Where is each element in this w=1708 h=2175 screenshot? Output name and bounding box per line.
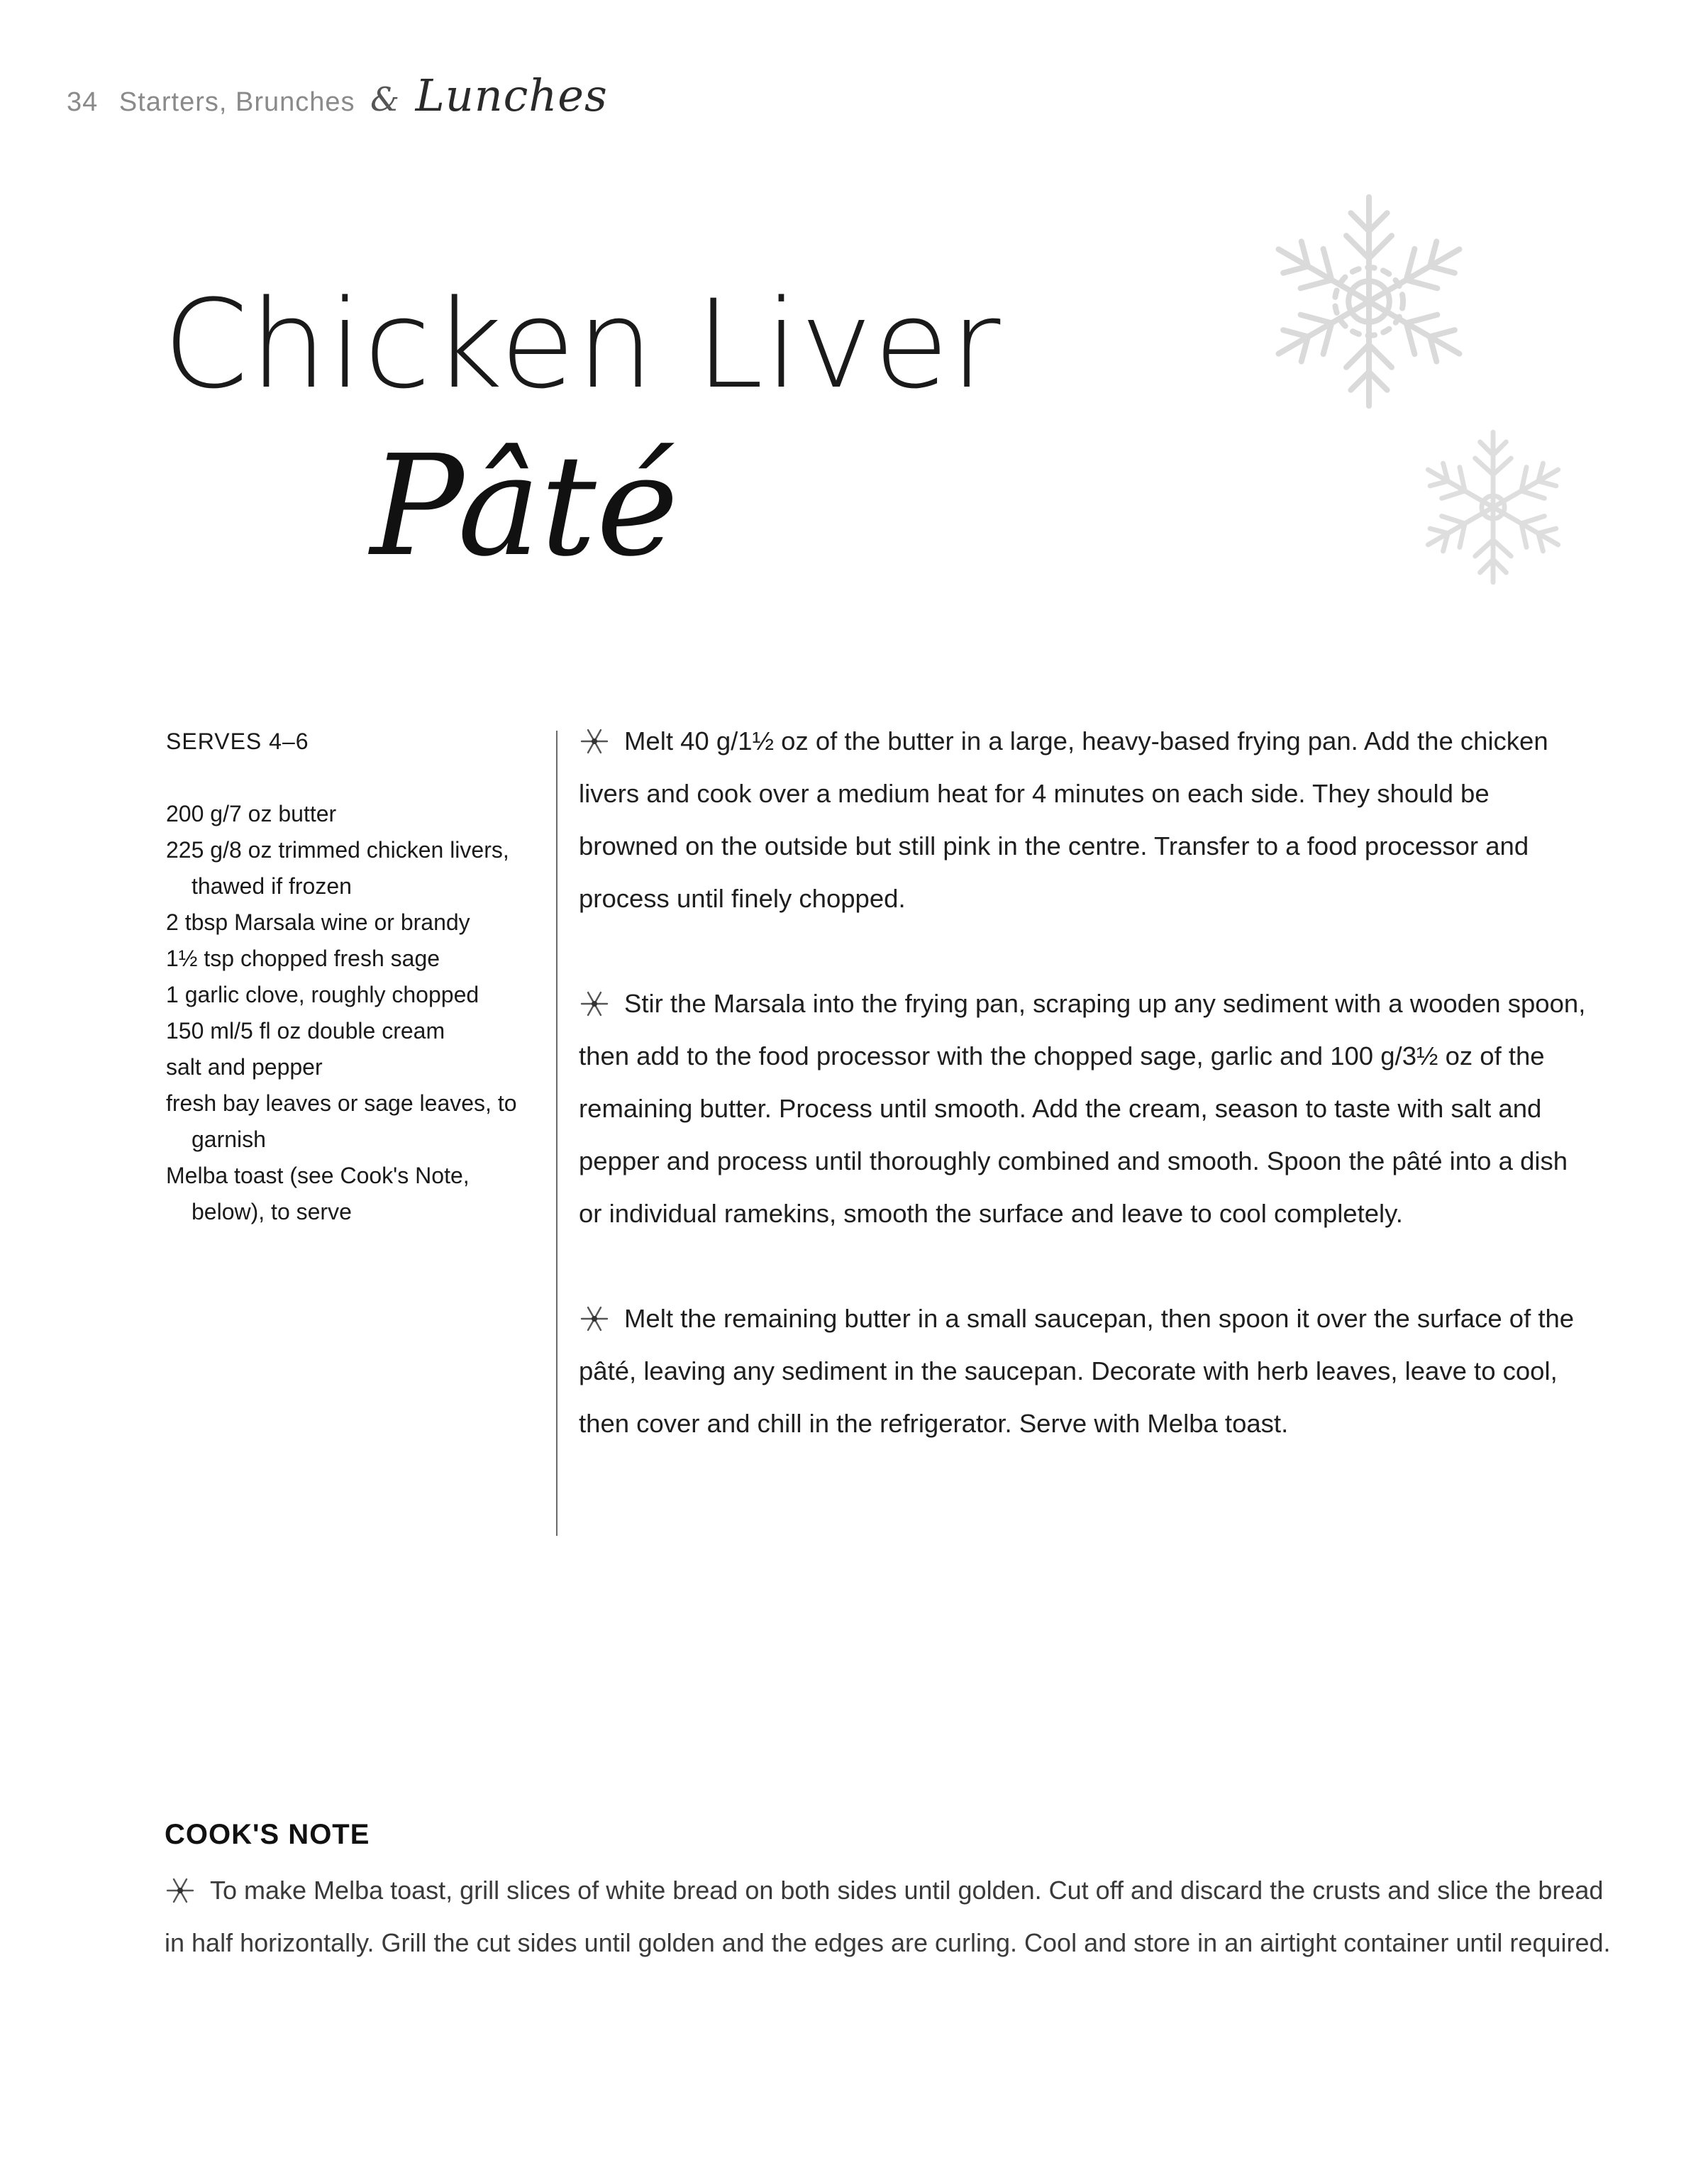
ingredient-item: 1½ tsp chopped fresh sage [166, 946, 440, 971]
method-step [579, 1293, 1586, 1450]
method-steps [579, 715, 1586, 1450]
method-step [579, 715, 1586, 925]
ingredient-item: Melba toast (see Cook's Note, below), to serve [166, 1163, 470, 1224]
ingredients-list [166, 724, 535, 1230]
method-step-text: Melt the remaining butter in a small saucepan, then spoon it over the surface of the pâté, leaving any sediment in the saucepan. Decorate with herb leaves, leave to cool, then cover and chill in the refrigerator. Serve with Melba toast. [579, 1304, 1575, 1438]
recipe-title-line1: Chicken Liver [163, 273, 1002, 416]
running-header [67, 70, 608, 121]
cooks-note-heading: COOK'S NOTE [165, 1819, 370, 1850]
ingredient-item: 2 tbsp Marsala wine or brandy [166, 909, 470, 935]
method-step-text: Melt 40 g/1½ oz of the butter in a large, heavy-based frying pan. Add the chicken livers and cook over a medium heat for 4 minutes on each side. They should be browned on the outside but still pink in the centre. Transfer to a food processor and process until finely chopped. [579, 726, 1548, 913]
cooks-note-body: To make Melba toast, grill slices of white bread on both sides until golden. Cut off and discard the crusts and slice the bread in half horizontally. Grill the cut sides until golden and the edges are curling. Cool and store in an airtight container until required. [165, 1876, 1611, 1957]
star-icon [165, 1876, 196, 1905]
ingredient-item: 150 ml/5 fl oz double cream [166, 1018, 445, 1044]
cooks-note-text [165, 1864, 1619, 1969]
snowflake-icon [1412, 426, 1575, 589]
ingredient-item: fresh bay leaves or sage leaves, to garnish [166, 1090, 517, 1152]
ingredient-item: salt and pepper [166, 1054, 323, 1080]
method-step-text: Stir the Marsala into the frying pan, scraping up any sediment with a wooden spoon, then add to the food processor with the chopped sage, garlic and 100 g/3½ oz of the remaining butter. Process until smooth. Add the cream, season to taste with salt and pepper and process until thoroughly combined and smooth. Spoon the pâté into a dish or individual ramekins, smooth the surface and leave to cool completely. [579, 989, 1586, 1228]
serves-label: SERVES 4–6 [166, 729, 309, 754]
section-title: Starters, Brunches [118, 87, 355, 117]
ingredient-item: 225 g/8 oz trimmed chicken livers, thawed if frozen [166, 837, 509, 899]
star-icon [579, 727, 610, 756]
ingredient-item: 200 g/7 oz butter [166, 801, 337, 826]
column-divider [556, 731, 558, 1536]
section-title-script: Lunches [415, 70, 608, 121]
ingredient-item: 1 garlic clove, roughly chopped [166, 982, 479, 1007]
recipe-title-line2: Pâté [370, 426, 679, 587]
page-number: 34 [67, 87, 99, 117]
snowflake-icon [1255, 184, 1482, 419]
star-icon [579, 1305, 610, 1333]
section-ampersand: & [370, 80, 401, 118]
method-step [579, 978, 1586, 1240]
star-icon [579, 990, 610, 1018]
